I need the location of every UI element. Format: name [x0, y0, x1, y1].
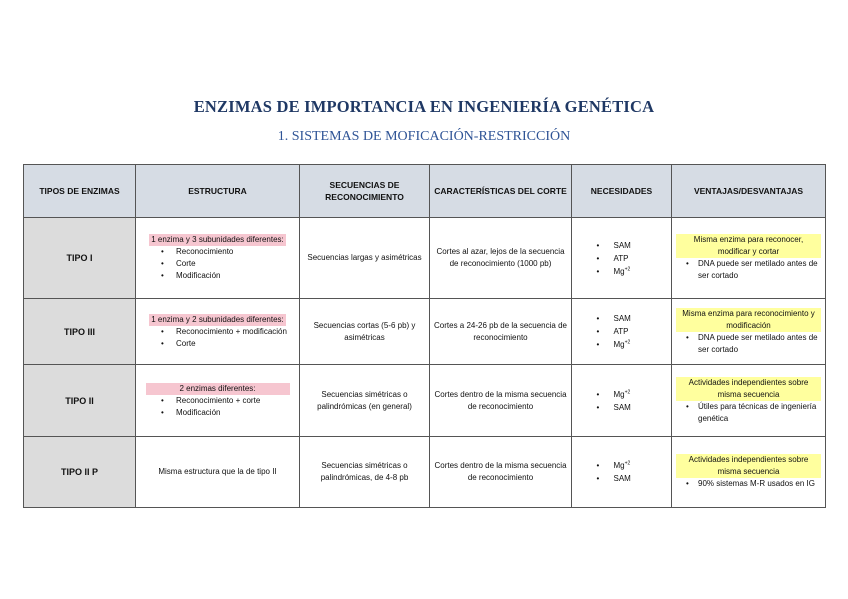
- list-item: [594, 388, 650, 401]
- list-item: • SAM: [594, 401, 650, 414]
- list-item: [594, 459, 650, 472]
- list-item: • 90% sistemas M-R usados en IG: [676, 478, 821, 490]
- list-item: • SAM: [594, 239, 650, 252]
- structure-list: [140, 326, 295, 350]
- advantages-title: Misma enzima para reconocimiento y modificación: [676, 308, 821, 332]
- recognition-sequence: Secuencias simétricas o palindrómicas, de 4-8 pb: [300, 437, 430, 508]
- list-item: • Modificación: [140, 407, 295, 419]
- requirements-list: [594, 388, 650, 414]
- list-item: [594, 338, 650, 351]
- document-title: ENZIMAS DE IMPORTANCIA EN INGENIERÍA GENÉTICA: [193, 97, 655, 116]
- column-header: CARACTERÍSTICAS DEL CORTE: [430, 165, 572, 218]
- advantages-cell: [672, 299, 826, 365]
- column-header: ESTRUCTURA: [136, 165, 300, 218]
- list-item: • ATP: [594, 325, 650, 338]
- list-item: • Reconocimiento: [140, 246, 295, 258]
- list-item: • SAM: [594, 472, 650, 485]
- list-item: • ATP: [594, 252, 650, 265]
- requirements-list: [594, 312, 650, 351]
- charge-superscript: +2: [624, 339, 631, 346]
- advantages-title: Actividades independientes sobre misma secuencia: [676, 377, 821, 401]
- charge-superscript: +2: [624, 388, 631, 395]
- requirements-cell: [572, 218, 672, 299]
- recognition-sequence: Secuencias largas y asimétricas: [300, 218, 430, 299]
- list-item: • DNA puede ser metilado antes de ser cortado: [676, 258, 821, 282]
- enzyme-type: TIPO III: [24, 299, 136, 365]
- table-row: [24, 218, 826, 299]
- enzyme-type: TIPO I: [24, 218, 136, 299]
- recognition-sequence: Secuencias cortas (5-6 pb) y asimétricas: [300, 299, 430, 365]
- recognition-sequence: Secuencias simétricas o palindrómicas (en general): [300, 365, 430, 437]
- requirements-cell: [572, 437, 672, 508]
- advantages-cell: [672, 365, 826, 437]
- advantages-title: Actividades independientes sobre misma secuencia: [676, 454, 821, 478]
- requirements-cell: [572, 299, 672, 365]
- structure-title: 1 enzima y 3 subunidades diferentes:: [151, 235, 284, 244]
- structure-cell: [136, 218, 300, 299]
- structure-title: 1 enzima y 2 subunidades diferentes:: [151, 314, 284, 324]
- list-item: • Modificación: [140, 270, 295, 282]
- list-item: • Corte: [140, 258, 295, 270]
- enzymes-table: [23, 164, 826, 508]
- list-item: [594, 265, 650, 278]
- structure-cell: [136, 365, 300, 437]
- column-header: TIPOS DE ENZIMAS: [24, 165, 136, 218]
- structure-cell: [136, 299, 300, 365]
- document-subtitle: 1. SISTEMAS DE MOFICACIÓN-RESTRICCIÓN: [277, 129, 571, 144]
- list-item: • SAM: [594, 312, 650, 325]
- advantages-title: Misma enzima para reconocer, modificar y cortar: [676, 234, 821, 258]
- table-row: [24, 299, 826, 365]
- magnesium-label: Mg: [613, 389, 625, 399]
- requirements-cell: [572, 365, 672, 437]
- advantages-cell: [672, 437, 826, 508]
- structure-list: [140, 395, 295, 419]
- enzyme-type: TIPO II P: [24, 437, 136, 508]
- table-row: [24, 365, 826, 437]
- list-item: • Útiles para técnicas de ingeniería genética: [676, 401, 821, 425]
- cut-characteristics: Cortes al azar, lejos de la secuencia de reconocimiento (1000 pb): [430, 218, 572, 299]
- charge-superscript: +2: [624, 265, 631, 272]
- list-item: • Reconocimiento + corte: [140, 395, 295, 407]
- column-header: SECUENCIAS DE RECONOCIMIENTO: [300, 165, 430, 218]
- requirements-list: [594, 239, 650, 278]
- structure-title: 2 enzimas diferentes:: [146, 383, 290, 395]
- table-row: [24, 437, 826, 508]
- column-header: VENTAJAS/DESVANTAJAS: [672, 165, 826, 218]
- magnesium-label: Mg: [613, 266, 625, 276]
- cut-characteristics: Cortes dentro de la misma secuencia de reconocimiento: [430, 365, 572, 437]
- cut-characteristics: Cortes dentro de la misma secuencia de reconocimiento: [430, 437, 572, 508]
- column-header: NECESIDADES: [572, 165, 672, 218]
- advantages-cell: [672, 218, 826, 299]
- structure-cell: Misma estructura que la de tipo II: [136, 437, 300, 508]
- magnesium-label: Mg: [613, 340, 625, 349]
- advantages-list: [676, 258, 821, 282]
- enzyme-type: TIPO II: [24, 365, 136, 437]
- advantages-list: [676, 332, 821, 356]
- table-header-row: [24, 165, 826, 218]
- list-item: • Corte: [140, 338, 295, 350]
- list-item: • Reconocimiento + modificación: [140, 326, 295, 338]
- structure-list: [140, 246, 295, 282]
- charge-superscript: +2: [624, 460, 631, 467]
- advantages-list: [676, 401, 821, 425]
- advantages-list: [676, 478, 821, 490]
- magnesium-label: Mg: [613, 461, 625, 470]
- cut-characteristics: Cortes a 24-26 pb de la secuencia de reconocimiento: [430, 299, 572, 365]
- list-item: • DNA puede ser metilado antes de ser cortado: [676, 332, 821, 356]
- requirements-list: [594, 459, 650, 485]
